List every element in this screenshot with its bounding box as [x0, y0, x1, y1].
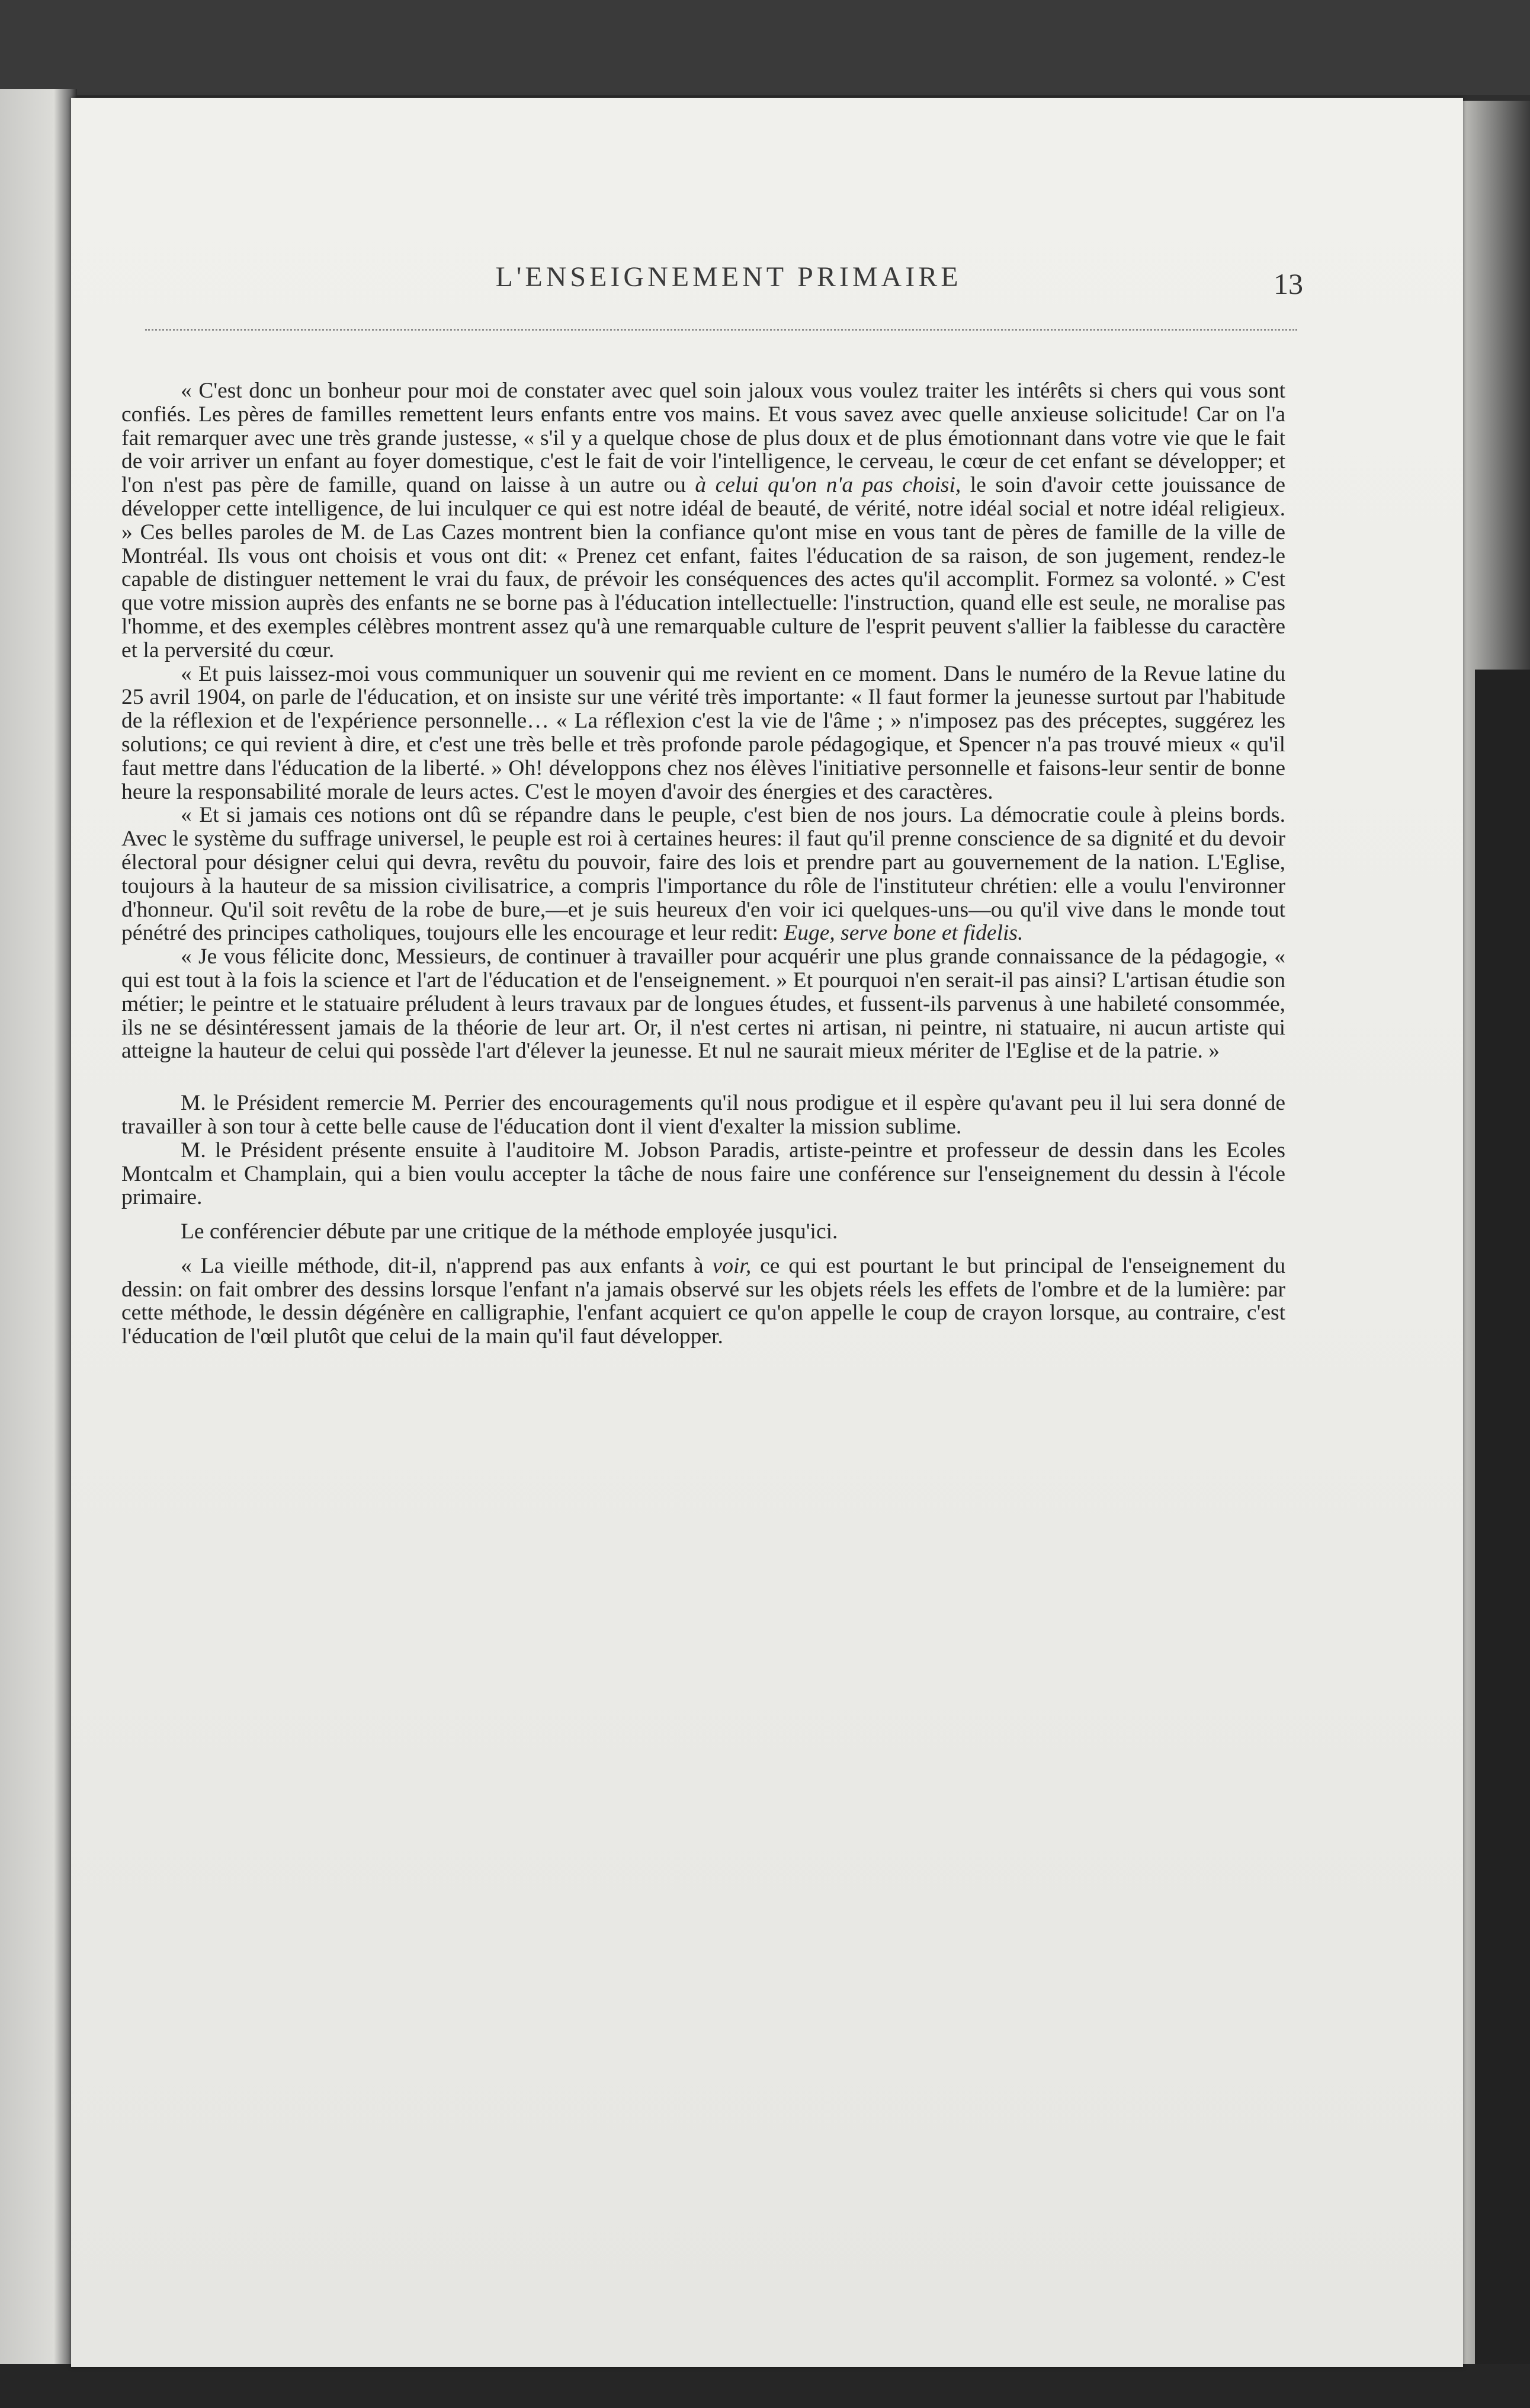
facing-page-edge: [0, 89, 77, 2376]
page-number: 13: [1274, 267, 1303, 300]
scan-background-right: [1475, 670, 1530, 2408]
paragraph-8-text-b: ce qui est pourtant le but principal de l'enseignement du dessin: on fait ombrer des dessins lorsque l'enfant n'a jamais observé sur les objets réels les effets de l'ombre et de la lumière: par cette méthode, le dessin dégénère en calligraphie, l'enfant acquiert ce qu'on appelle le coup de crayon lorsque, au contraire, c'est l'éducation de l'œil plutôt que celui de la main qu'il faut développer.: [121, 1253, 1286, 1349]
running-title: L'ENSEIGNEMENT PRIMAIRE: [495, 261, 962, 293]
paragraph-1: [121, 379, 1285, 662]
paragraph-1-italic: à celui qu'on n'a pas choisi,: [695, 473, 961, 498]
paragraph-6: M. le Président présente ensuite à l'auditoire M. Jobson Paradis, artiste-peintre et professeur de dessin dans les Ecoles Montcalm et Champlain, qui a bien voulu accepter la tâche de nous faire une conférence sur l'enseignement du dessin à l'école primaire.: [121, 1138, 1285, 1210]
header-rule: [145, 329, 1297, 331]
paragraph-1-text-b: le soin d'avoir cette jouissance de développer cette intelligence, de lui inculquer ce qui est notre idéal de beauté, de vérité, notre idéal social et notre idéal religieux. » Ces belles paroles de M. de Las Cazes montrent bien la confiance qu'ont mise en vous tant de pères de famille de la ville de Montréal. Ils vous ont choisis et vous ont dit: « Prenez cet enfant, faites l'éducation de sa raison, de son jugement, rendez-le capable de distinguer nettement le vrai du faux, de prévoir les conséquences des actes qu'il accomplit. Formez sa volonté. » C'est que votre mission auprès des enfants ne se borne pas à l'éducation intellectuelle: l'instruction, quand elle est seule, ne moralise pas l'homme, et des exemples célèbres montrent assez qu'à une remarquable culture de l'esprit peuvent s'allier la faiblesse du caractère et la perversité du cœur.: [121, 473, 1285, 662]
paragraph-8-italic: voir,: [712, 1253, 752, 1278]
paragraph-2: « Et puis laissez-moi vous communiquer un souvenir qui me revient en ce moment. Dans le numéro de la Revue latine du 25 avril 1904, on parle de l'éducation, et on insiste sur une vérité très importante: « Il faut former la jeunesse surtout par l'habitude de la réflexion et de l'expérience personnelle… « La réflexion c'est la vie de l'âme ; » n'imposez pas des préceptes, suggérez les solutions; ce qui revient à dire, et c'est une très belle et très profonde parole pédagogique, et Spencer n'a pas trouvé mieux « qu'il faut mettre dans l'éducation de la liberté. » Oh! développons chez nos élèves l'initiative personnelle et faisons-leur sentir de bonne heure la responsabilité morale de leurs actes. C'est le moyen d'avoir des énergies et des caractères.: [121, 661, 1285, 804]
paragraph-5: M. le Président remercie M. Perrier des encouragements qu'il nous prodigue et il espère qu'avant peu il lui sera donné de travailler à son tour à cette belle cause de l'éducation dont il vient d'exalter la mission sublime.: [121, 1091, 1285, 1139]
paragraph-8: [121, 1254, 1285, 1349]
paragraph-3-italic: Euge, serve bone et fidelis.: [784, 921, 1024, 946]
paragraph-3-text: « Et si jamais ces notions ont dû se répandre dans le peuple, c'est bien de nos jours. La démocratie coule à pleins bords. Avec le système du suffrage universel, le peuple est roi à certaines heures: il faut qu'il prenne conscience de sa dignité et du devoir électoral pour désigner celui qui devra, revêtu du pouvoir, faire des lois et prendre part au gouvernement de la nation. L'Eglise, toujours à la hauteur de sa mission civilisatrice, a compris l'importance du rôle de l'instituteur chrétien: elle a voulu l'environner d'honneur. Qu'il soit revêtu de la robe de bure,—et je suis heureux d'en voir ici quelques-uns—ou qu'il vive dans le monde tout pénétré des principes catholiques, toujours elle les encourage et leur redit:: [121, 803, 1285, 946]
paragraph-3: [121, 803, 1285, 945]
paragraph-1-text-a: « C'est donc un bonheur pour moi de constater avec quel soin jaloux vous voulez traiter les intérêts si chers qui vous sont confiés. Les pères de familles remettent leurs enfants entre vos mains. Et vous savez avec quelle anxieuse solicitude! Car on l'a fait remarquer avec une très grande justesse, « s'il y a quelque chose de plus doux et de plus émotionnant dans votre vie que le fait de voir arriver un enfant au foyer domestique, c'est le fait de voir l'intelligence, le cerveau, le cœur de cet enfant se développer; et l'on n'est pas père de famille, quand on laisse à un autre ou: [121, 379, 1285, 498]
paragraph-8-text-a: « La vieille méthode, dit-il, n'apprend pas aux enfants à: [181, 1253, 713, 1278]
scan-background-top: [0, 0, 1530, 95]
paragraph-7: Le conférencier débute par une critique de la méthode employée jusqu'ici.: [181, 1219, 838, 1244]
paragraph-4: « Je vous félicite donc, Messieurs, de continuer à travailler pour acquérir une plus grande connaissance de la pédagogie, « qui est tout à la fois la science et l'art de l'éducation et de l'enseignement. » Et pourquoi n'en serait-il pas ainsi? L'artisan étudie son métier; le peintre et le statuaire préludent à leurs travaux par de longues études, et fussent-ils parvenus à une habileté consommée, ils ne se désintéressent jamais de la théorie de leur art. Or, il n'est certes ni artisan, ni peintre, ni statuaire, ni aucun artiste qui atteigne la hauteur de celui qui possède l'art d'élever la jeunesse. Et nul ne saurait mieux mériter de l'Eglise et de la patrie. »: [121, 944, 1285, 1064]
scan-background-bottom: [0, 2364, 1530, 2408]
page-body: [121, 379, 1285, 1349]
